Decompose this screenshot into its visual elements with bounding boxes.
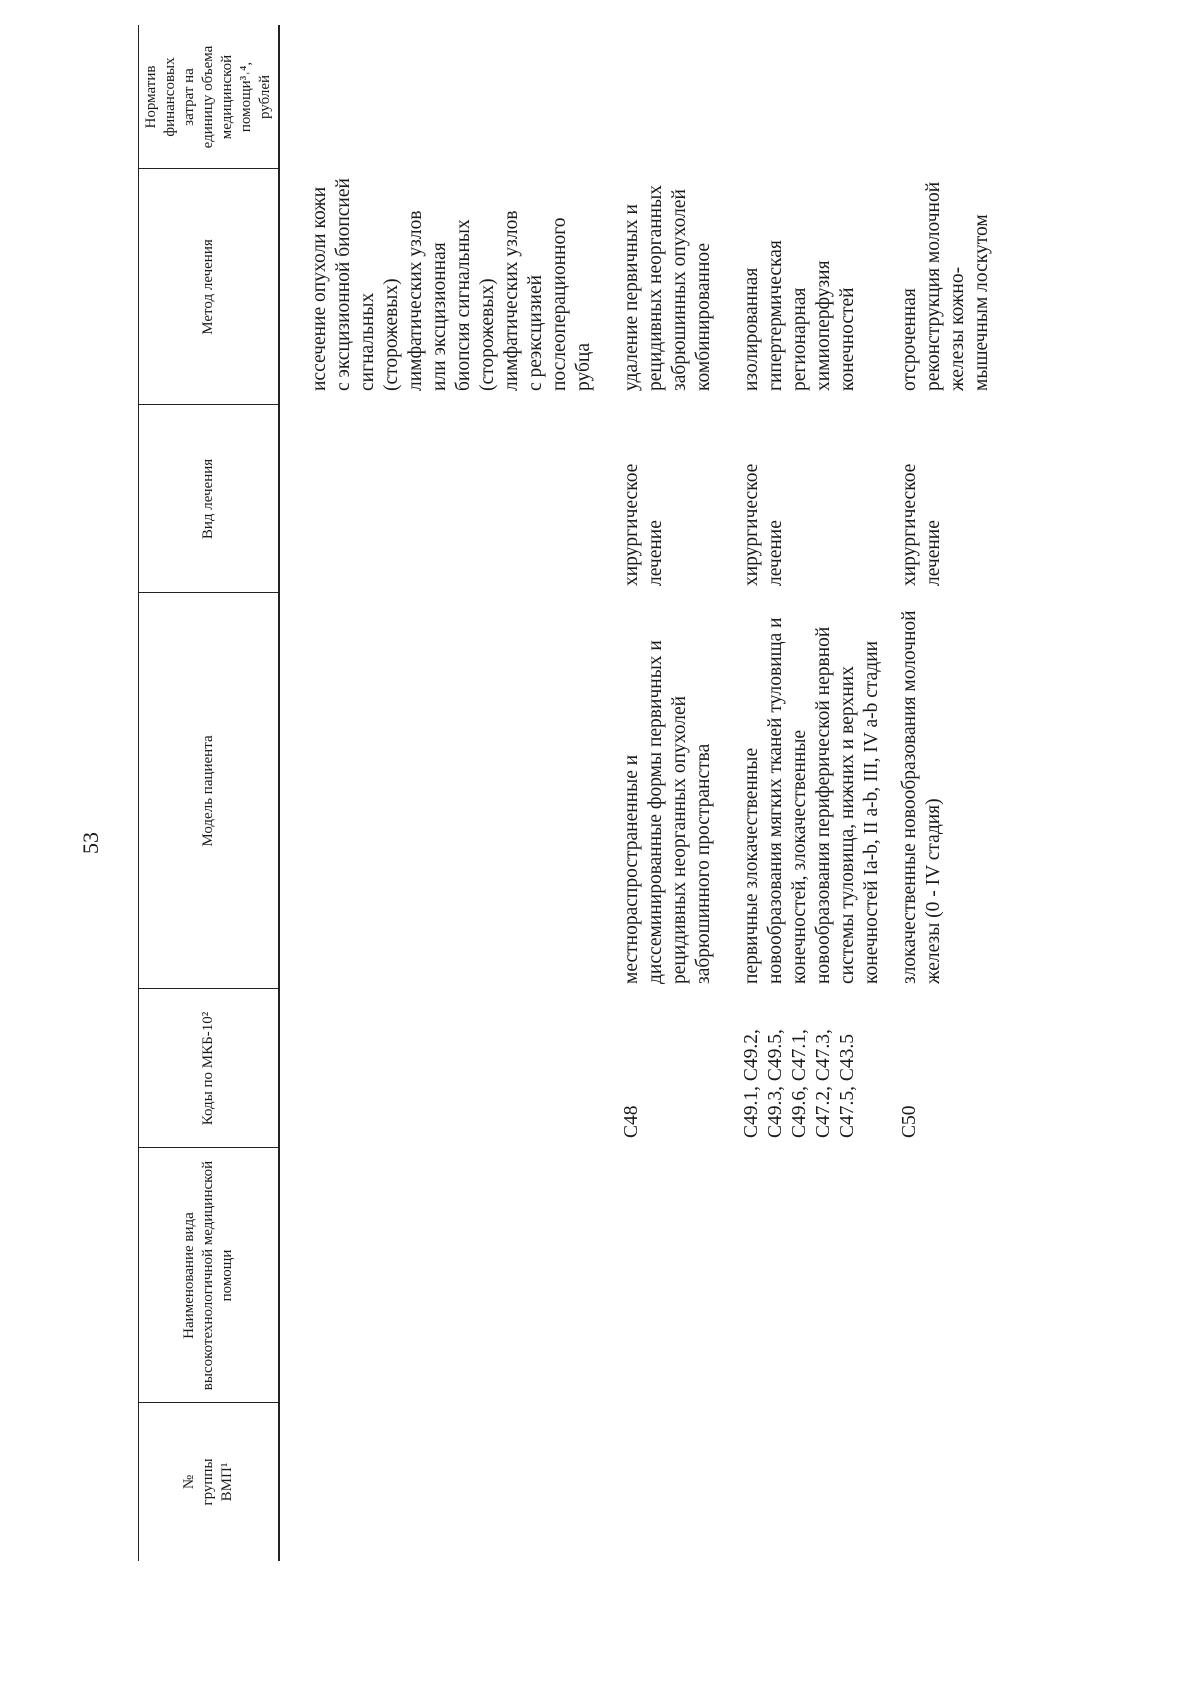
header-group-no: № группы ВМП¹	[180, 1458, 235, 1506]
header-treatment-method: Метод лечения	[199, 239, 216, 335]
page-number: 53	[78, 832, 103, 854]
row-1-treatment-method: иссечение опухоли кожи с эксцизионной биопсией сигнальных (сторожевых) лимфатических узлов или эксцизионная биопсия сигнальных (сторожевых) лимфатических узлов с реэксцизией послеоперационного рубца	[309, 178, 594, 391]
header-treatment-type: Вид лечения	[199, 458, 216, 540]
row-2-codes: C48	[621, 1105, 642, 1138]
header-codes: Коды по МКБ-10²	[199, 1011, 216, 1126]
header-patient-model: Модель пациента	[199, 735, 216, 847]
row-4-codes: C50	[899, 1105, 920, 1138]
row-2-patient-model: местнораспространенные и диссеминированные формы первичных и рецидивных неорганных опухолей забрюшинного пространства	[621, 640, 714, 984]
row-4-treatment-method: отсроченная реконструкция молочной железы кожно- мышечным лоскутом	[899, 181, 992, 391]
header-bottom-rule	[278, 25, 280, 1561]
row-4-treatment-type: хирургическое лечение	[899, 463, 944, 586]
row-3-treatment-method: изолированная гипертермическая регионарная химиоперфузия конечностей	[741, 240, 858, 391]
header-cost-norm: Норматив финансовых затрат на единицу объема медицинской помощи³˒⁴, рублей	[142, 45, 273, 149]
header-name: Наименование вида высокотехнологичной медицинской помощи	[180, 1160, 235, 1391]
row-3-patient-model: первичные злокачественные новообразования мягких тканей туловища и конечностей, злокачественные новообразования периферической нервной системы туловища, нижних и верхних конечностей Ia-b, II a-b, III, IV a-b стадии	[741, 617, 882, 984]
row-2-treatment-method: удаление первичных и рецидивных неорганных забрюшинных опухолей комбинированное	[621, 185, 714, 391]
row-3-codes: C49.1, C49.2, C49.3, C49.5, C49.6, C47.1, C47.2, C47.3, C47.5, C43.5	[741, 1029, 858, 1138]
row-3-treatment-type: хирургическое лечение	[741, 463, 786, 586]
row-4-patient-model: злокачественные новообразования молочной железы (0 - IV стадия)	[899, 610, 944, 984]
row-2-treatment-type: хирургическое лечение	[621, 463, 666, 586]
